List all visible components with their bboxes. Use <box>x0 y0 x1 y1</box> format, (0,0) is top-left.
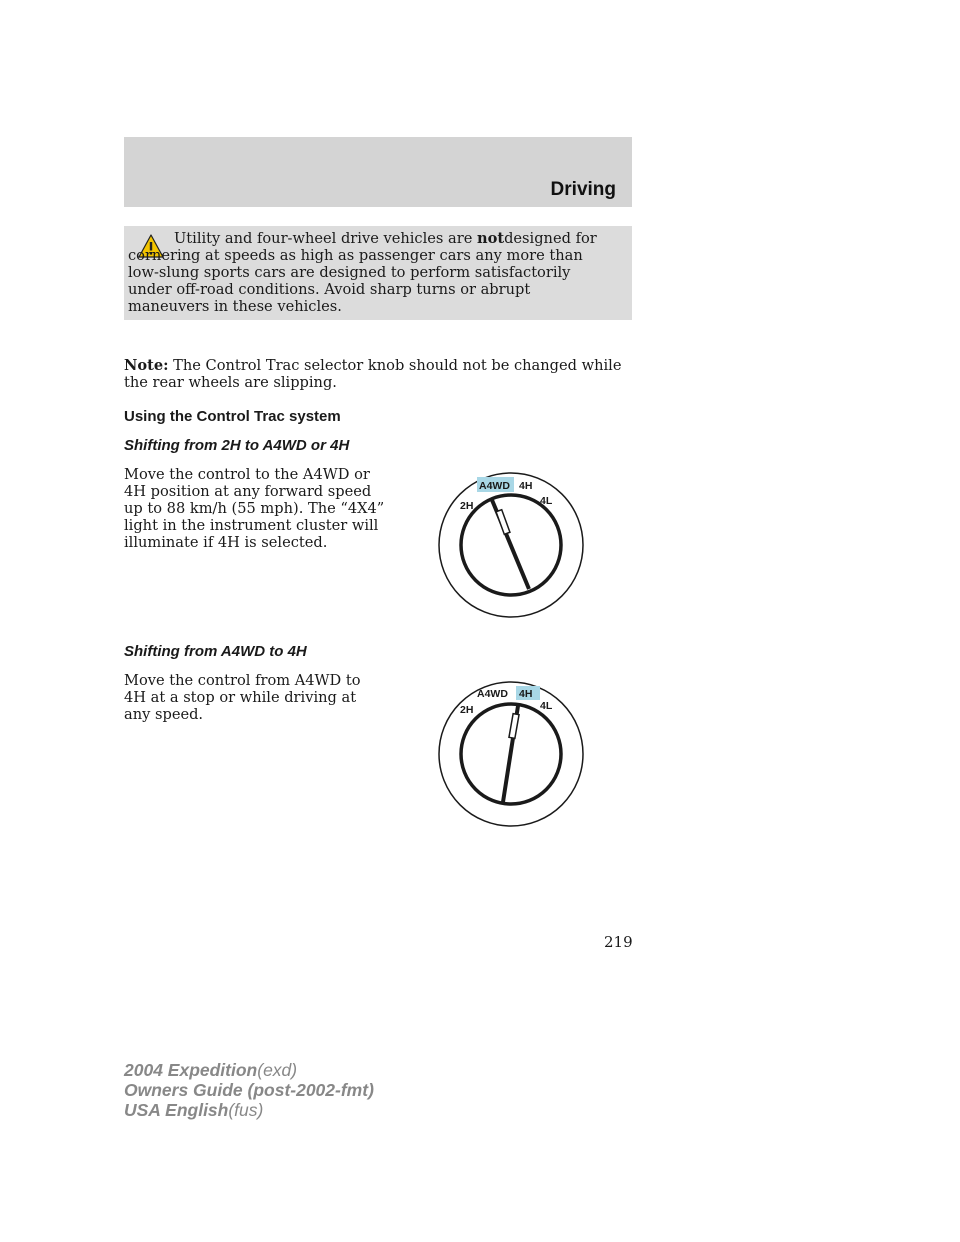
dial-label-2h: 2H <box>460 500 474 512</box>
footer-line-3 <box>124 1100 374 1120</box>
subsection-heading-2: Shifting from A4WD to 4H <box>124 643 307 660</box>
section-title: Driving <box>550 179 616 200</box>
footer-language: USA English <box>124 1100 229 1120</box>
subsection-text-2: Move the control from A4WD to 4H at a stop or while driving at any speed. <box>124 672 361 723</box>
dial-label-a4wd: A4WD <box>477 688 508 700</box>
warning-box <box>124 226 632 320</box>
selector-knob-diagram-a4wd <box>432 463 592 623</box>
section-header-band <box>124 137 632 207</box>
warning-text <box>128 230 616 315</box>
warning-emphasis: not <box>476 230 505 247</box>
subsection-heading-1: Shifting from 2H to A4WD or 4H <box>124 437 350 454</box>
footer-language-code: (fus) <box>228 1100 264 1120</box>
note-text: The Control Trac selector knob should not be changed while the rear wheels are slipping. <box>124 357 622 391</box>
note-paragraph <box>124 357 632 391</box>
dial-label-4h: 4H <box>519 480 533 492</box>
subsection-text-1: Move the control to the A4WD or 4H position at any forward speed up to 88 km/h (55 mph). The “4X4” light in the instrument cluster will illuminate if 4H is selected. <box>124 466 385 551</box>
note-label: Note: <box>124 357 169 374</box>
footer-model: 2004 Expedition <box>124 1060 258 1080</box>
footer-line-2 <box>124 1080 374 1100</box>
footer-model-code: (exd) <box>257 1060 298 1080</box>
section-heading: Using the Control Trac system <box>124 408 341 425</box>
dial-label-2h: 2H <box>460 704 474 716</box>
selector-knob-diagram-4h <box>432 672 592 832</box>
dial-label-4l: 4L <box>540 495 553 507</box>
warning-text-after: designed for cornering at speeds as high as passenger cars any more than low-slung sports cars are designed to perform satisfactorily under off-road conditions. Avoid sharp turns or abrupt maneuvers in these vehicles. <box>128 230 597 315</box>
warning-text-before: Utility and four-wheel drive vehicles are <box>174 230 477 247</box>
dial-label-a4wd: A4WD <box>479 480 510 492</box>
dial-label-4l: 4L <box>540 700 553 712</box>
dial-label-4h: 4H <box>519 688 533 700</box>
document-footer <box>124 1060 374 1120</box>
page-number: 219 <box>604 933 633 951</box>
footer-guide: Owners Guide (post-2002-fmt) <box>124 1080 374 1100</box>
footer-line-1 <box>124 1060 374 1080</box>
